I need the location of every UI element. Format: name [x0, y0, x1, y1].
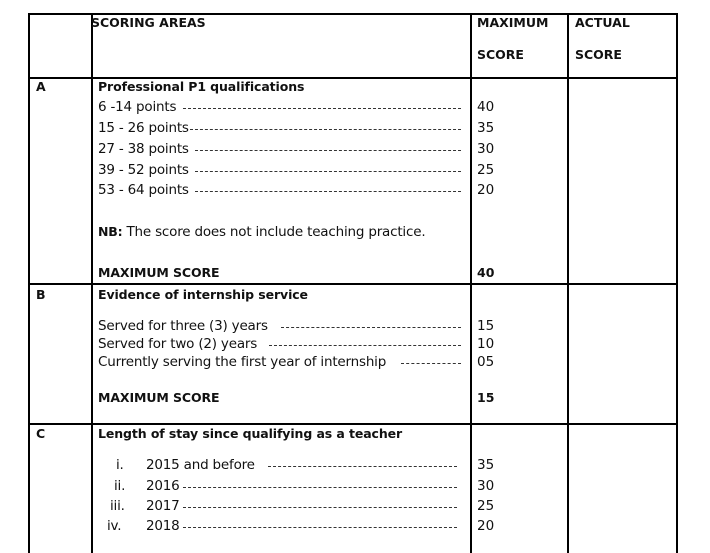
table-border-left	[28, 13, 30, 553]
dotted-leader	[269, 345, 461, 346]
list-numeral: iv.	[107, 518, 122, 534]
dotted-leader	[281, 327, 461, 328]
list-item: 6 -14 points	[98, 99, 177, 115]
dotted-leader	[401, 363, 461, 364]
item-score: 25	[477, 498, 495, 514]
item-score: 40	[477, 99, 495, 115]
item-score: 15	[477, 318, 495, 334]
list-item: 15 - 26 points	[98, 120, 189, 136]
list-item: Served for two (2) years	[98, 336, 258, 352]
section-b-max-label: MAXIMUM SCORE	[98, 390, 220, 405]
row-divider-b-c	[28, 423, 678, 425]
list-item: 2016	[146, 478, 180, 494]
item-score: 25	[477, 162, 495, 178]
list-item: Served for three (3) years	[98, 318, 268, 334]
item-score: 30	[477, 478, 495, 494]
item-score: 20	[477, 518, 495, 534]
list-numeral: i.	[116, 457, 124, 473]
item-score: 35	[477, 120, 495, 136]
dotted-leader	[195, 150, 461, 151]
dotted-leader	[195, 171, 461, 172]
row-divider-a-b	[28, 283, 678, 285]
dotted-leader	[190, 129, 461, 130]
dotted-leader	[183, 108, 461, 109]
header-actual: ACTUAL	[575, 15, 630, 30]
list-item: 27 - 38 points	[98, 141, 189, 157]
item-score: 05	[477, 354, 495, 370]
dotted-leader	[195, 191, 461, 192]
col-divider-2	[470, 13, 472, 553]
list-numeral: iii.	[110, 498, 125, 514]
col-divider-3	[567, 13, 569, 553]
section-b-title: Evidence of internship service	[98, 287, 308, 302]
dotted-leader	[183, 487, 457, 488]
section-a-title: Professional P1 qualifications	[98, 79, 305, 94]
section-a-max-value: 40	[477, 265, 495, 280]
table-border-right	[676, 13, 678, 553]
header-scoring-areas: SCORING AREAS	[91, 15, 206, 30]
list-item: 2015 and before	[146, 457, 255, 473]
section-a-note	[98, 224, 425, 240]
col-divider-1	[91, 13, 93, 553]
list-item: 53 - 64 points	[98, 182, 189, 198]
item-score: 20	[477, 182, 495, 198]
list-item: Currently serving the first year of internship	[98, 354, 387, 370]
list-numeral: ii.	[114, 478, 126, 494]
note-bold: NB:	[98, 224, 123, 239]
list-item: 2017	[146, 498, 180, 514]
header-actual-score: SCORE	[575, 47, 622, 62]
header-maximum-score: SCORE	[477, 47, 524, 62]
dotted-leader	[183, 507, 457, 508]
note-text: The score does not include teaching practice.	[122, 224, 426, 240]
dotted-leader	[183, 527, 457, 528]
section-b-label: B	[36, 287, 46, 302]
list-item: 39 - 52 points	[98, 162, 189, 178]
section-a-label: A	[36, 79, 46, 94]
item-score: 30	[477, 141, 495, 157]
item-score: 10	[477, 336, 495, 352]
header-maximum: MAXIMUM	[477, 15, 549, 30]
list-item: 2018	[146, 518, 180, 534]
dotted-leader	[268, 466, 457, 467]
section-a-max-label: MAXIMUM SCORE	[98, 265, 220, 280]
section-c-label: C	[36, 426, 45, 441]
section-b-max-value: 15	[477, 390, 495, 405]
item-score: 35	[477, 457, 495, 473]
section-c-title: Length of stay since qualifying as a teacher	[98, 426, 403, 441]
